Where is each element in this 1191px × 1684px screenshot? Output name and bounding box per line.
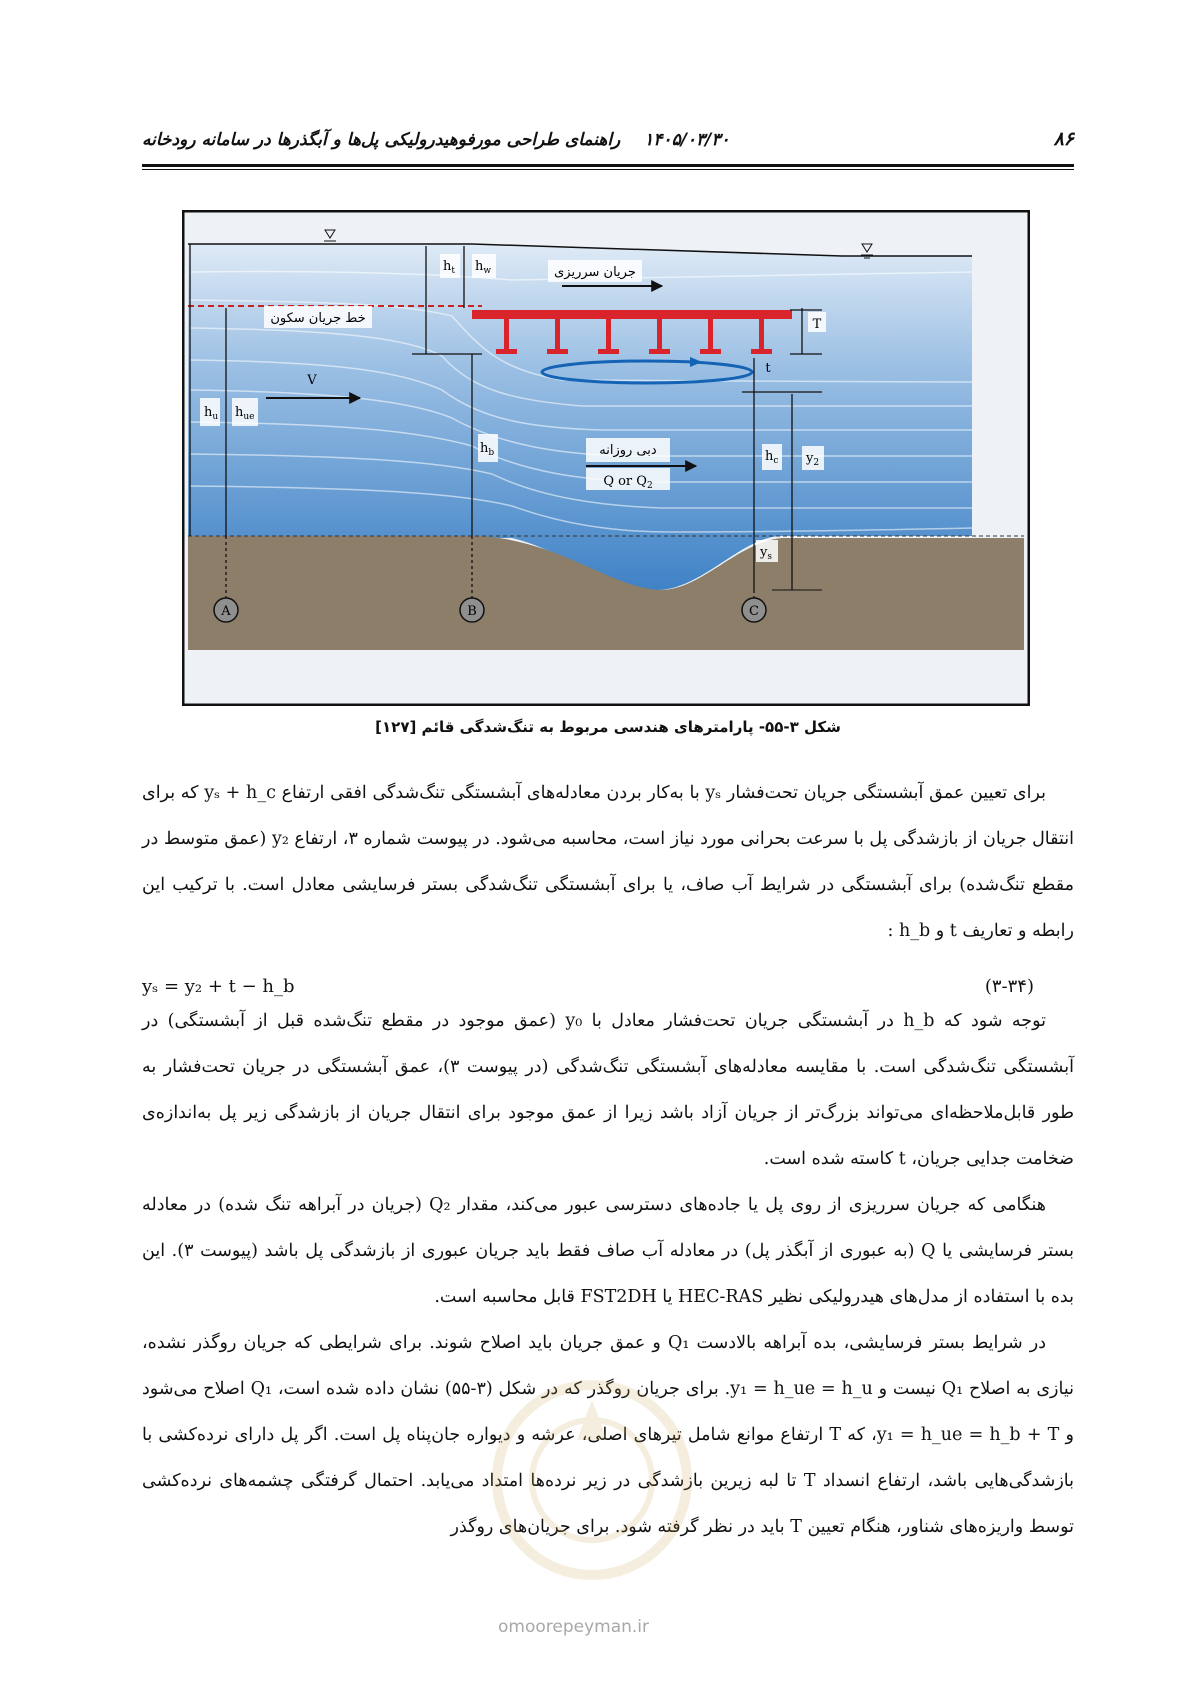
daily-flow-label: دبی روزانه [599, 443, 657, 458]
hue-label: $h_{ue}$ [235, 405, 255, 422]
running-title [142, 130, 730, 150]
hc-label: $h_c$ [765, 449, 779, 466]
ys-label: $y_s$ [760, 545, 772, 562]
watermark-logo [482, 1370, 702, 1610]
paragraph-2: توجه شود که h_b در آبشستگی جریان تحت‌فشار معادل با y₀ (عمق موجود در مقطع تنگ‌شده قبل از آبشستگی) در آبشستگی تنگ‌شدگی است. با مقایسه معادله‌های آبشستگی تنگ‌شدگی (در پیوست ۳)، عمق آبشستگی در جریان تحت‌فشار به طور قابل‌ملاحظه‌ای می‌تواند بزرگ‌تر از جریان آزاد باشد زیرا از عمق موجود برای انتقال جریان از بازشدگی زیر پل به‌اندازه‌ی ضخامت جدایی جریان، t کاسته شده است. [142, 1011, 1074, 1169]
header-rule-thin [142, 169, 1074, 170]
q-label: Q or $Q_2$ [603, 474, 653, 491]
section-A-marker: A [221, 604, 231, 619]
velocity-label: V [307, 373, 317, 388]
header-title: راهنمای طراحی مورفوهیدرولیکی پل‌ها و آبگذرها در سامانه رودخانه [142, 130, 621, 150]
equation-formula: yₛ = y₂ + t − h_b [142, 976, 295, 997]
section-B-marker: B [467, 604, 477, 619]
stagnation-line-label: خط جریان سکون [270, 311, 366, 326]
y2-label: $y_2$ [806, 451, 820, 468]
equation-number: (۳-۳۴) [984, 976, 1034, 997]
hw-label: $h_w$ [475, 259, 492, 276]
header-date: ۱۴۰۵/۰۳/۳۰ [644, 130, 730, 150]
t-label: t [765, 361, 771, 376]
overflow-label: جریان سرریزی [554, 265, 636, 280]
hb-label: $h_b$ [480, 441, 495, 458]
header-rule [142, 164, 1074, 167]
figure-caption: شکل ۳-۵۵- پارامترهای هندسی مربوط به تنگ‌شدگی قائم [۱۲۷] [375, 718, 841, 736]
hu-label: $h_u$ [204, 405, 219, 422]
bridge-scour-diagram [182, 210, 1030, 706]
paragraph-4: در شرایط بستر فرسایشی، بده آبراهه بالادست Q₁ و عمق جریان باید اصلاح شوند. برای شرایطی که جریان روگذر نشده، نیازی به اصلاح Q₁ نیست و y₁ = h_ue = h_u. برای جریان روگذر که در شکل (۳-۵۵) نشان داده شده است، Q₁ اصلاح می‌شود و y₁ = h_ue = h_b + T، که T ارتفاع موانع شامل تیرهای اصلی، عرشه و دیواره جان‌پناه پل است. اگر پل دارای نرده‌کشی با بازشدگی‌هایی باشد، ارتفاع انسداد T تا لبه زیرین بازشدگی در زیر نرده‌ها امتداد می‌یابد. احتمال گرفتگی چشمه‌های نرده‌کشی توسط واریزه‌های شناور، هنگام تعیین T باید در نظر گرفته شود. برای جریان‌های روگذر [142, 1333, 1074, 1537]
page-number: ۸۶ [1053, 128, 1074, 150]
T-label: T [812, 317, 822, 332]
page-header [142, 128, 1074, 158]
watermark-url: omoorepeyman.ir [498, 1617, 650, 1637]
section-C-marker: C [749, 604, 759, 619]
paragraph-1: برای تعیین عمق آبشستگی جریان تحت‌فشار yₛ با به‌کار بردن معادله‌های آبشستگی تنگ‌شدگی افقی ارتفاع yₛ + h_c که برای انتقال جریان از بازشدگی پل با سرعت بحرانی مورد نیاز است، محاسبه می‌شود. در پیوست شماره ۳، ارتفاع y₂ (عمق متوسط در مقطع تنگ‌شده) برای آبشستگی در شرایط آب صاف، یا برای آبشستگی تنگ‌شدگی بستر فرسایشی معادل است. با ترکیب این رابطه و تعاریف t و h_b : [142, 783, 1075, 941]
equation-3-34 [142, 954, 1074, 998]
ht-label: $h_t$ [443, 259, 455, 276]
paragraph-3: هنگامی که جریان سرریزی از روی پل یا جاده‌های دسترسی عبور می‌کند، مقدار Q₂ (جریان در آبراهه تنگ شده) در معادله بستر فرسایشی یا Q (به عبوری از آبگذر پل) در معادله آب صاف فقط باید جریان عبوری از بازشدگی پل باشد (پیوست ۳). این بده با استفاده از مدل‌های هیدرولیکی نظیر HEC-RAS یا FST2DH قابل محاسبه است. [142, 1195, 1074, 1307]
